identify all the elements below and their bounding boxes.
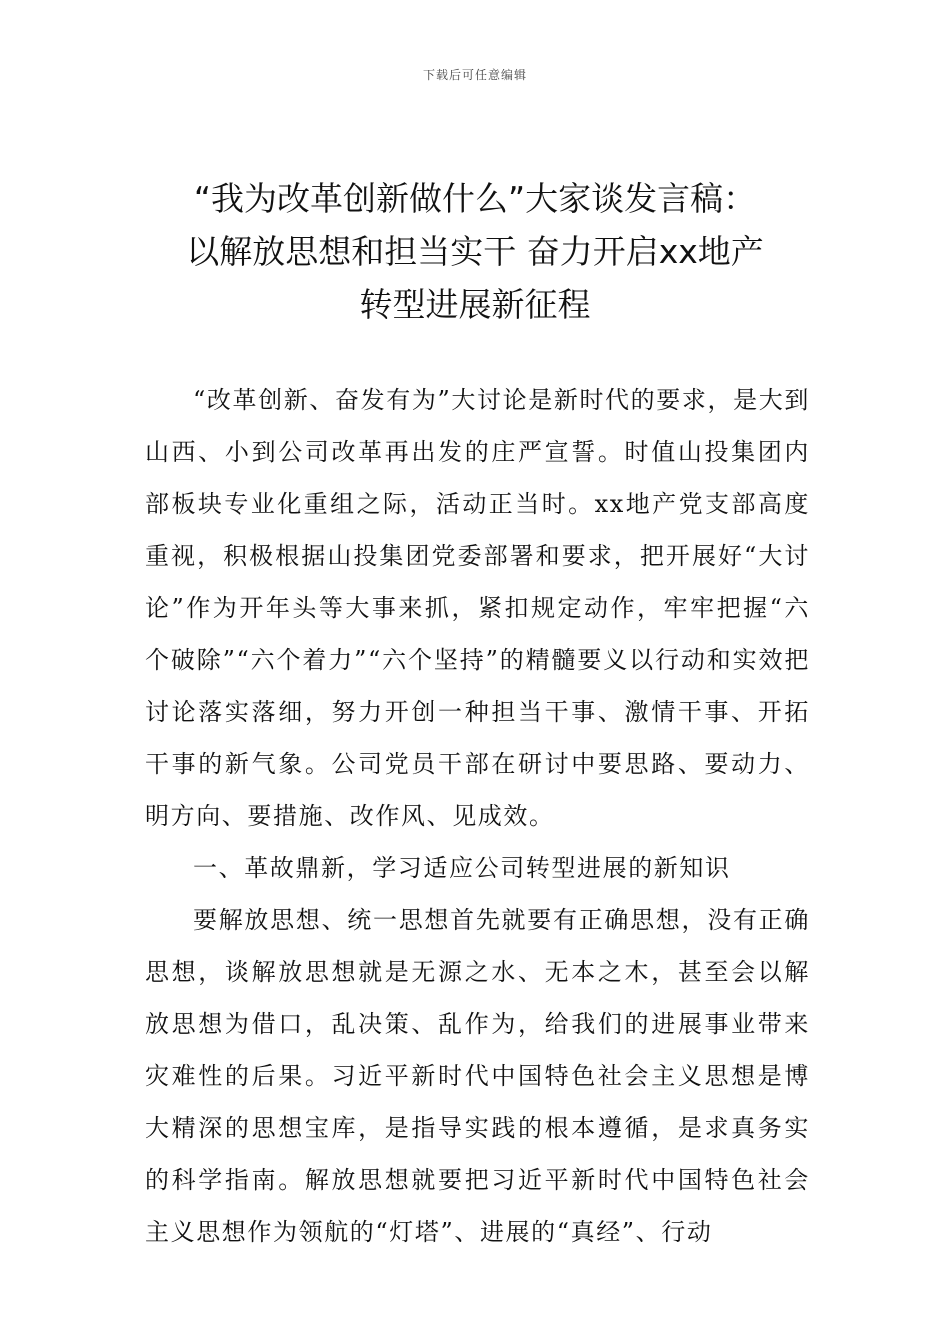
paragraph-section-1: 要解放思想、统一思想首先就要有正确思想，没有正确思想，谈解放思想就是无源之水、无本之木，甚至会以解放思想为借口，乱决策、乱作为，给我们的进展事业带来灾难性的后果。习近平新时代中国特色社会主义思想是博大精深的思想宝库，是指导实践的根本遵循，是求真务实的科学指南。解放思想就要把习近平新时代中国特色社会主义思想作为领航的“灯塔”、进展的“真经”、行动 [145, 906, 810, 1246]
title-line-2: 以解放思想和担当实干 奋力开启xx地产 [186, 232, 764, 271]
header-note: 下载后可任意编辑 [422, 68, 527, 82]
title-line-1: “我为改革创新做什么”大家谈发言稿： [193, 179, 757, 218]
document-title [100, 172, 850, 331]
document-body [145, 374, 810, 1258]
section-heading-1: 一、革故鼎新，学习适应公司转型进展的新知识 [193, 854, 731, 882]
paragraph-intro: “改革创新、奋发有为”大讨论是新时代的要求，是大到山西、小到公司改革再出发的庄严宣誓。时值山投集团内部板块专业化重组之际，活动正当时。xx地产党支部高度重视，积极根据山投集团党委部署和要求，把开展好“大讨论”作为开年头等大事来抓，紧扣规定动作，牢牢把握“六个破除”“六个着力”“六个坚持”的精髓要义以行动和实效把讨论落实落细，努力开创一种担当干事、激情干事、开拓干事的新气象。公司党员干部在研讨中要思路、要动力、明方向、要措施、改作风、见成效。 [145, 386, 810, 830]
title-line-3: 转型进展新征程 [359, 285, 591, 324]
